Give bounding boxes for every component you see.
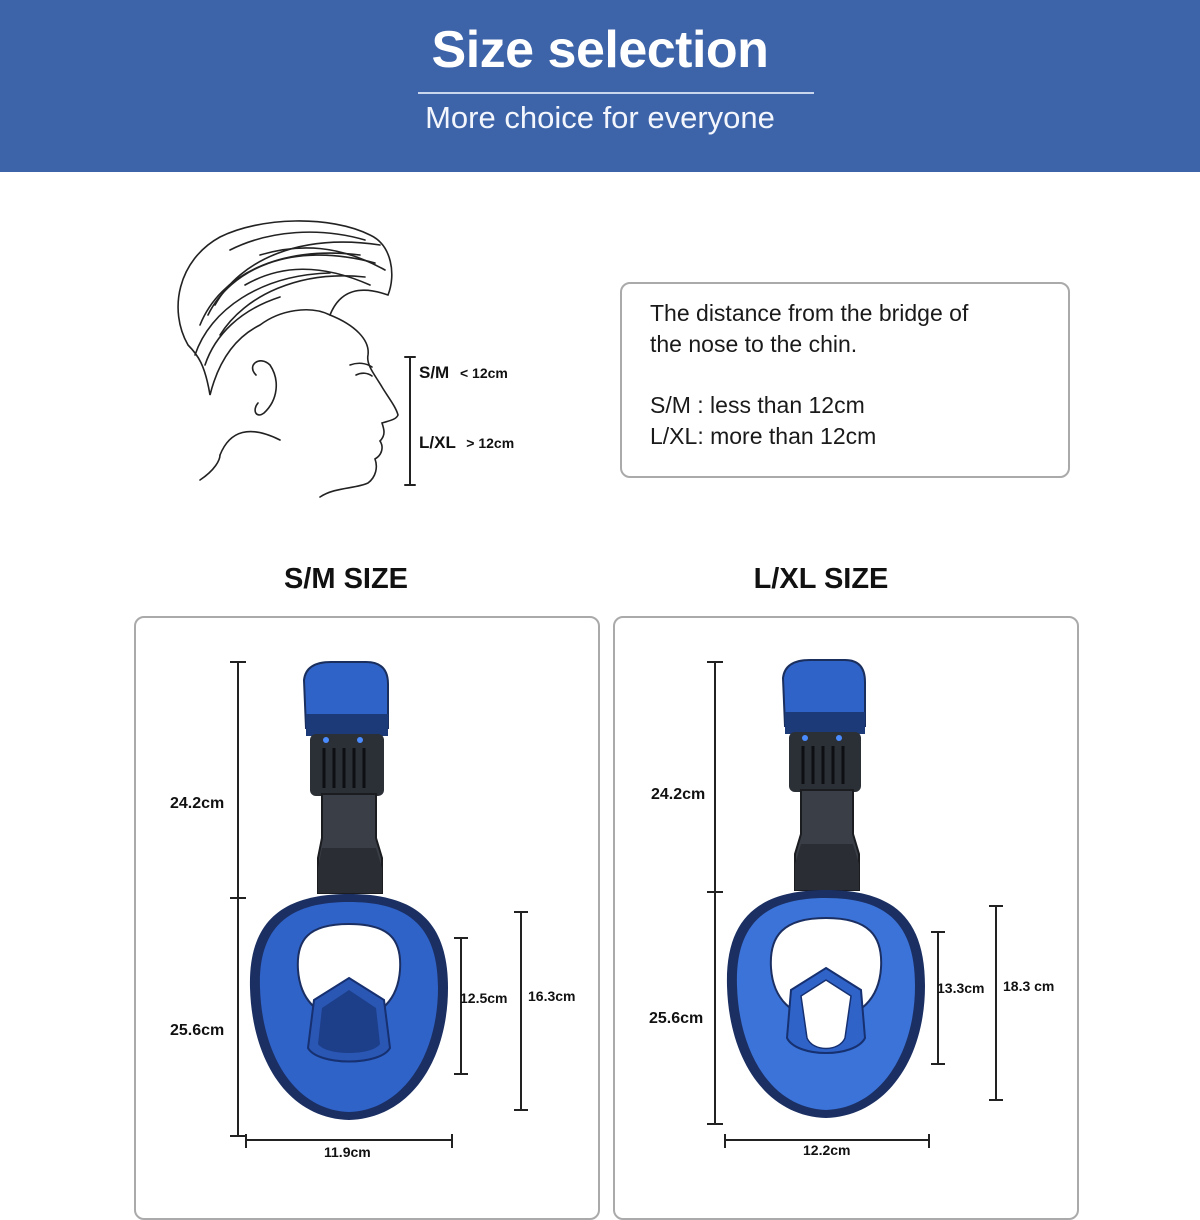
head-sketch-icon xyxy=(160,215,550,505)
lxl-mask-height: 25.6cm xyxy=(649,1010,704,1027)
sm-label xyxy=(419,363,508,383)
measurement-info-box xyxy=(620,282,1070,478)
sm-size-title: S/M SIZE xyxy=(283,563,409,595)
lxl-snorkel-height: 24.2cm xyxy=(651,786,706,803)
sm-mask-diagram xyxy=(136,618,598,1218)
sm-size-text: S/M xyxy=(419,363,450,382)
info-line-2: the nose to the chin. xyxy=(650,331,858,357)
sm-width: 11.9cm xyxy=(324,1144,371,1160)
sm-snorkel-height: 24.2cm xyxy=(170,795,225,812)
sm-size-panel xyxy=(134,616,600,1220)
lxl-inner-height: 18.3 cm xyxy=(1003,978,1055,994)
lxl-mask-diagram xyxy=(615,618,1077,1218)
lxl-range-text: > 12cm xyxy=(466,435,515,451)
lxl-label xyxy=(419,433,514,453)
face-profile-illustration xyxy=(160,215,550,505)
page-subtitle: More choice for everyone xyxy=(425,100,775,135)
sm-inner-height: 16.3cm xyxy=(528,988,576,1004)
lxl-size-title: L/XL SIZE xyxy=(753,563,889,595)
info-line-1: The distance from the bridge of xyxy=(650,300,969,326)
lxl-size-panel xyxy=(613,616,1079,1220)
lxl-lens-height: 13.3cm xyxy=(937,980,985,996)
sm-lens-height: 12.5cm xyxy=(460,990,508,1006)
lxl-size-text: L/XL xyxy=(419,433,456,452)
title-divider xyxy=(418,92,814,94)
info-sm-line: S/M : less than 12cm xyxy=(650,392,865,418)
header-banner xyxy=(0,0,1200,172)
page-title: Size selection xyxy=(431,21,769,79)
lxl-width: 12.2cm xyxy=(803,1142,851,1158)
sm-range-text: < 12cm xyxy=(459,365,508,381)
info-lxl-line: L/XL: more than 12cm xyxy=(650,423,877,449)
sm-mask-height: 25.6cm xyxy=(170,1022,225,1039)
